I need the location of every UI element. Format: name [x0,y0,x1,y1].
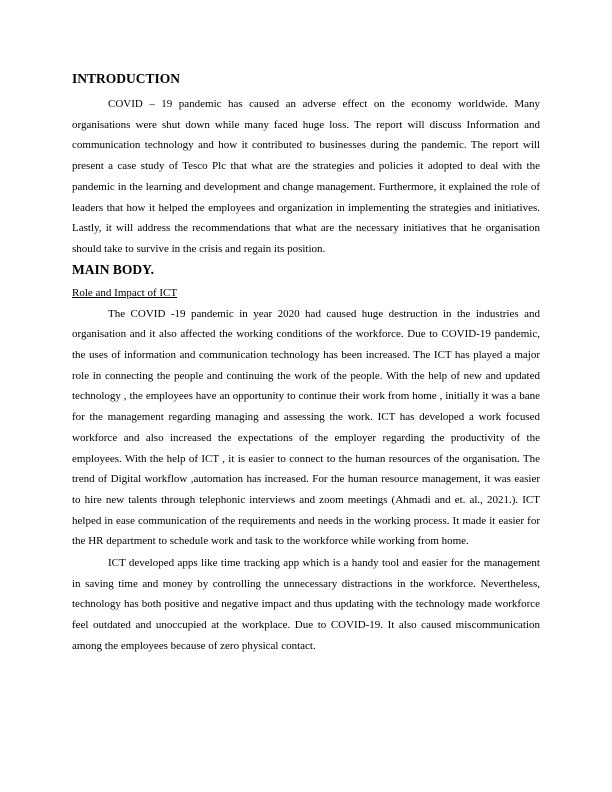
main-body-paragraph-2: ICT developed apps like time tracking app which is a handy tool and easier for the management in saving time and money by controlling the unnecessary distractions in the workforce. Nevertheless, technology has both positive and negative impact and thus updating with the technology made workforce feel outdated and unoccupied at the workplace. Due to COVID-19. It also caused miscommunication among the employees because of zero physical contact. [72,557,540,652]
document-page [72,70,540,658]
introduction-paragraph: COVID – 19 pandemic has caused an adverse effect on the economy worldwide. Many organisations were shut down while many faced huge loss. The report will discuss Information and communication technology and how it contributed to businesses during the pandemic. The report will present a case study of Tesco Plc that what are the strategies and policies it adopted to deal with the pandemic in the learning and development and change management. Furthermore, it explained the role of leaders that how it helped the employees and organization in implementing the strategies and initiatives. Lastly, it will address the recommendations that what are the necessary initiatives that he organisation should take to survive in the crisis and regain its position. [72,98,540,255]
main-body-paragraph-1: The COVID -19 pandemic in year 2020 had caused huge destruction in the industries and organisation and it also affected the working conditions of the workforce. Due to COVID-19 pandemic, the uses of information and communication technology has been increased. The ICT has played a major role in connecting the people and continuing the work of the people. With the help of new and updated technology , the employees have an opportunity to continue their work from home , initially it was a bane for the management regarding managing and assessing the work. ICT has developed a work focused workforce and also increased the expectations of the employer regarding the productivity of the employees. With the help of ICT , it is easier to connect to the human resources of the organisation. The trend of Digital workflow ,automation has increased. For the human resource management, it was easier to hire new talents through telephonic interviews and zoom meetings (Ahmadi and et. al., 2021.). ICT helped in ease communication of the requirements and needs in the working process. It made it easier for the HR department to schedule work and task to the workforce while working from home. [72,307,540,548]
introduction-heading: INTRODUCTION [72,71,181,86]
main-body-heading: MAIN BODY. [72,261,155,277]
role-impact-ict-subheading: Role and Impact of ICT [72,286,178,299]
